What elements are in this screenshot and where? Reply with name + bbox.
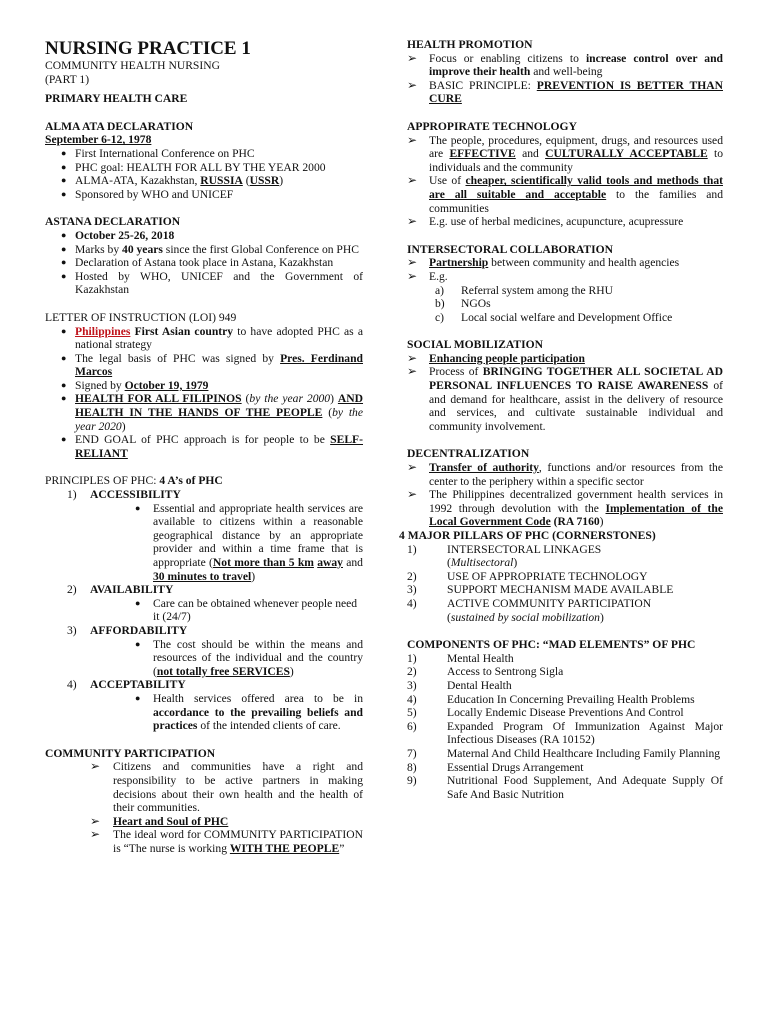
bullet-icon: ● [61, 161, 67, 172]
list-item: ● HEALTH FOR ALL FILIPINOS (by the year 2000) AND HEALTH IN THE HANDS OF THE PEOPLE (by the year 2020) [61, 392, 364, 433]
list-item: 4) ACCEPTABILITY [67, 678, 186, 692]
arrow-bullet-icon: ➢ [407, 460, 418, 475]
list-item: ● Sponsored by WHO and UNICEF [61, 187, 234, 201]
list-item: 1) Mental Health [407, 651, 514, 665]
section-heading-astana: ASTANA DECLARATION [45, 215, 181, 229]
arrow-bullet-icon: ➢ [407, 132, 418, 147]
list-item: ➢ Process of BRINGING TOGETHER ALL SOCIETAL AD PERSONAL INFLUENCES TO RAISE AWARENESS of and demand for healthcare, assist in the delivery of resource and services, and cultivate sustainable individual and community involvement. [407, 364, 723, 433]
list-item: ➢ Transfer of authority, functions and/or resources from the center to the periphery within a specific sector [407, 460, 723, 488]
bullet-icon: ● [61, 270, 67, 281]
arrow-bullet-icon: ➢ [407, 487, 418, 502]
section-heading-community-participation: COMMUNITY PARTICIPATION [45, 746, 216, 760]
list-item: ➢ BASIC PRINCIPLE: PREVENTION IS BETTER THAN CURE [407, 77, 723, 106]
bullet-icon: ● [135, 638, 141, 649]
arrow-bullet-icon: ➢ [407, 173, 418, 188]
bullet-icon: ● [135, 692, 141, 703]
section-heading-loi: LETTER OF INSTRUCTION (LOI) 949 [45, 310, 237, 324]
arrow-bullet-icon: ➢ [90, 813, 101, 828]
list-item: b) NGOs [435, 297, 491, 311]
list-item: ● Care can be obtained whenever people need it (24/7) [135, 596, 358, 624]
arrow-bullet-icon: ➢ [90, 827, 101, 842]
subtitle-part: (PART 1) [45, 72, 90, 86]
list-item: ● First International Conference on PHC [61, 146, 255, 160]
list-item: ➢ E.g. use of herbal medicines, acupuncture, acupressure [407, 214, 684, 229]
arrow-bullet-icon: ➢ [407, 364, 418, 379]
list-item: ● END GOAL of PHC approach is for people to be SELF-RELIANT [61, 433, 363, 460]
list-item: 4) Education In Concerning Prevailing Health Problems [407, 692, 695, 706]
section-heading-mad-elements: COMPONENTS OF PHC: “MAD ELEMENTS” OF PHC [407, 638, 696, 652]
section-heading-principles: PRINCIPLES OF PHC: 4 A’s of PHC [45, 474, 223, 488]
list-item: ➢ The Philippines decentralized government health services in 1992 through devolution with the Implementation of the Local Government Code (RA 7160) [407, 487, 723, 529]
section-heading-phc: PRIMARY HEALTH CARE [45, 92, 188, 106]
bullet-icon: ● [61, 352, 67, 363]
list-item: c) Local social welfare and Development Office [435, 310, 673, 324]
section-heading-alma-ata: ALMA ATA DECLARATION [45, 119, 194, 133]
arrow-bullet-icon: ➢ [407, 50, 418, 65]
arrow-bullet-icon: ➢ [407, 214, 418, 229]
list-item: ➢ Heart and Soul of PHC [90, 813, 229, 828]
list-item: ➢ The people, procedures, equipment, drugs, and resources used are EFFECTIVE and CULTURALLY ACCEPTABLE to individuals and the community [407, 132, 723, 174]
list-item: ● PHC goal: HEALTH FOR ALL BY THE YEAR 2000 [61, 160, 326, 174]
list-item: ➢ The ideal word for COMMUNITY PARTICIPATION is “The nurse is working WITH THE PEOPLE” [90, 827, 363, 855]
list-item: ● Marks by 40 years since the first Global Conference on PHC [61, 242, 359, 256]
list-item: ● Essential and appropriate health services are available to citizens within a reasonable geographical distance by an appropriate provider and within a time frame that is appropriate (Not more than 5 km away and 30 minutes to travel) [135, 501, 363, 583]
section-heading-health-promotion: HEALTH PROMOTION [407, 38, 533, 51]
subtitle: COMMUNITY HEALTH NURSING [45, 59, 220, 72]
list-item: ● The cost should be within the means and resources of the individual and the country (not totally free SERVICES) [135, 637, 363, 678]
page-title: NURSING PRACTICE 1 [45, 38, 251, 59]
arrow-bullet-icon: ➢ [407, 268, 418, 283]
list-item: ➢ Partnership between community and health agencies [407, 255, 680, 270]
list-item: ● Philippines First Asian country to have adopted PHC as a national strategy [61, 324, 363, 352]
bullet-icon: ● [61, 175, 67, 186]
list-item: 1) INTERSECTORAL LINKAGES (Multisectoral) [407, 542, 602, 570]
list-item: 3) Dental Health [407, 678, 512, 692]
list-item: ● Hosted by WHO, UNICEF and the Government of Kazakhstan [61, 269, 363, 297]
section-heading-appropriate-technology: APPROPIRATE TECHNOLOGY [407, 119, 577, 133]
list-item: a) Referral system among the RHU [435, 283, 613, 297]
list-item: ➢ Enhancing people participation [407, 350, 585, 365]
list-item: ● Signed by October 19, 1979 [61, 378, 209, 392]
list-item: ➢ Use of cheaper, scientifically valid tools and methods that are all suitable and acceptable to the families and communities [407, 173, 723, 215]
list-item: ● October 25-26, 2018 [61, 228, 175, 242]
right-column [399, 38, 723, 801]
list-item: 8) Essential Drugs Arrangement [407, 760, 584, 774]
list-item: ● The legal basis of PHC was signed by Pres. Ferdinand Marcos [61, 351, 363, 379]
bullet-icon: ● [61, 434, 67, 445]
bullet-icon: ● [61, 325, 67, 336]
list-item: 6) Expanded Program Of Immunization Against Major Infectious Diseases (RA 10152) [407, 719, 723, 747]
list-item: 4) ACTIVE COMMUNITY PARTICIPATION (sustained by social mobilization) [407, 596, 652, 624]
list-item: ➢ Citizens and communities have a right and responsibility to be active partners in making decisions about their own health and the health of their communities. [90, 759, 363, 815]
list-item: 5) Locally Endemic Disease Preventions And Control [407, 706, 684, 720]
bullet-icon: ● [61, 147, 67, 158]
arrow-bullet-icon: ➢ [407, 350, 418, 365]
arrow-bullet-icon: ➢ [90, 759, 101, 774]
section-heading-social-mobilization: SOCIAL MOBILIZATION [407, 338, 544, 352]
list-item: 7) Maternal And Child Healthcare Including Family Planning [407, 746, 721, 760]
arrow-bullet-icon: ➢ [407, 77, 418, 92]
list-item: 3) SUPPORT MECHANISM MADE AVAILABLE [407, 583, 674, 597]
bullet-icon: ● [135, 502, 141, 513]
arrow-bullet-icon: ➢ [407, 255, 418, 270]
list-item: ● Declaration of Astana took place in Astana, Kazakhstan [61, 256, 334, 270]
section-heading-pillars: 4 MAJOR PILLARS OF PHC (CORNERSTONES) [399, 529, 656, 542]
list-item: 9) Nutritional Food Supplement, And Adequate Supply Of Safe And Basic Nutrition [407, 774, 723, 801]
list-item: 1) ACCESSIBILITY [67, 488, 181, 502]
list-item: 2) USE OF APPROPRIATE TECHNOLOGY [407, 569, 648, 583]
list-item: 3) AFFORDABILITY [67, 623, 188, 637]
list-item: ● ALMA-ATA, Kazakhstan, RUSSIA (USSR) [61, 174, 284, 188]
bullet-icon: ● [61, 393, 67, 404]
bullet-icon: ● [61, 257, 67, 268]
section-heading-decentralization: DECENTRALIZATION [407, 447, 530, 461]
alma-ata-date: September 6-12, 1978 [45, 133, 152, 147]
list-item: ➢ E.g. [407, 268, 448, 283]
bullet-icon: ● [135, 597, 141, 608]
list-item: 2) Access to Sentrong Sigla [407, 665, 564, 679]
bullet-icon: ● [61, 379, 67, 390]
left-column [45, 38, 363, 855]
bullet-icon: ● [61, 243, 67, 254]
list-item: 2) AVAILABILITY [67, 583, 174, 597]
bullet-icon: ● [61, 188, 67, 199]
bullet-icon: ● [61, 229, 67, 240]
list-item: ● Health services offered area to be in accordance to the prevailing beliefs and practices of the intended clients of care. [135, 691, 363, 733]
list-item: ➢ Focus or enabling citizens to increase control over and improve their health and well-being [407, 50, 723, 79]
section-heading-intersectoral-collaboration: INTERSECTORAL COLLABORATION [407, 242, 614, 256]
